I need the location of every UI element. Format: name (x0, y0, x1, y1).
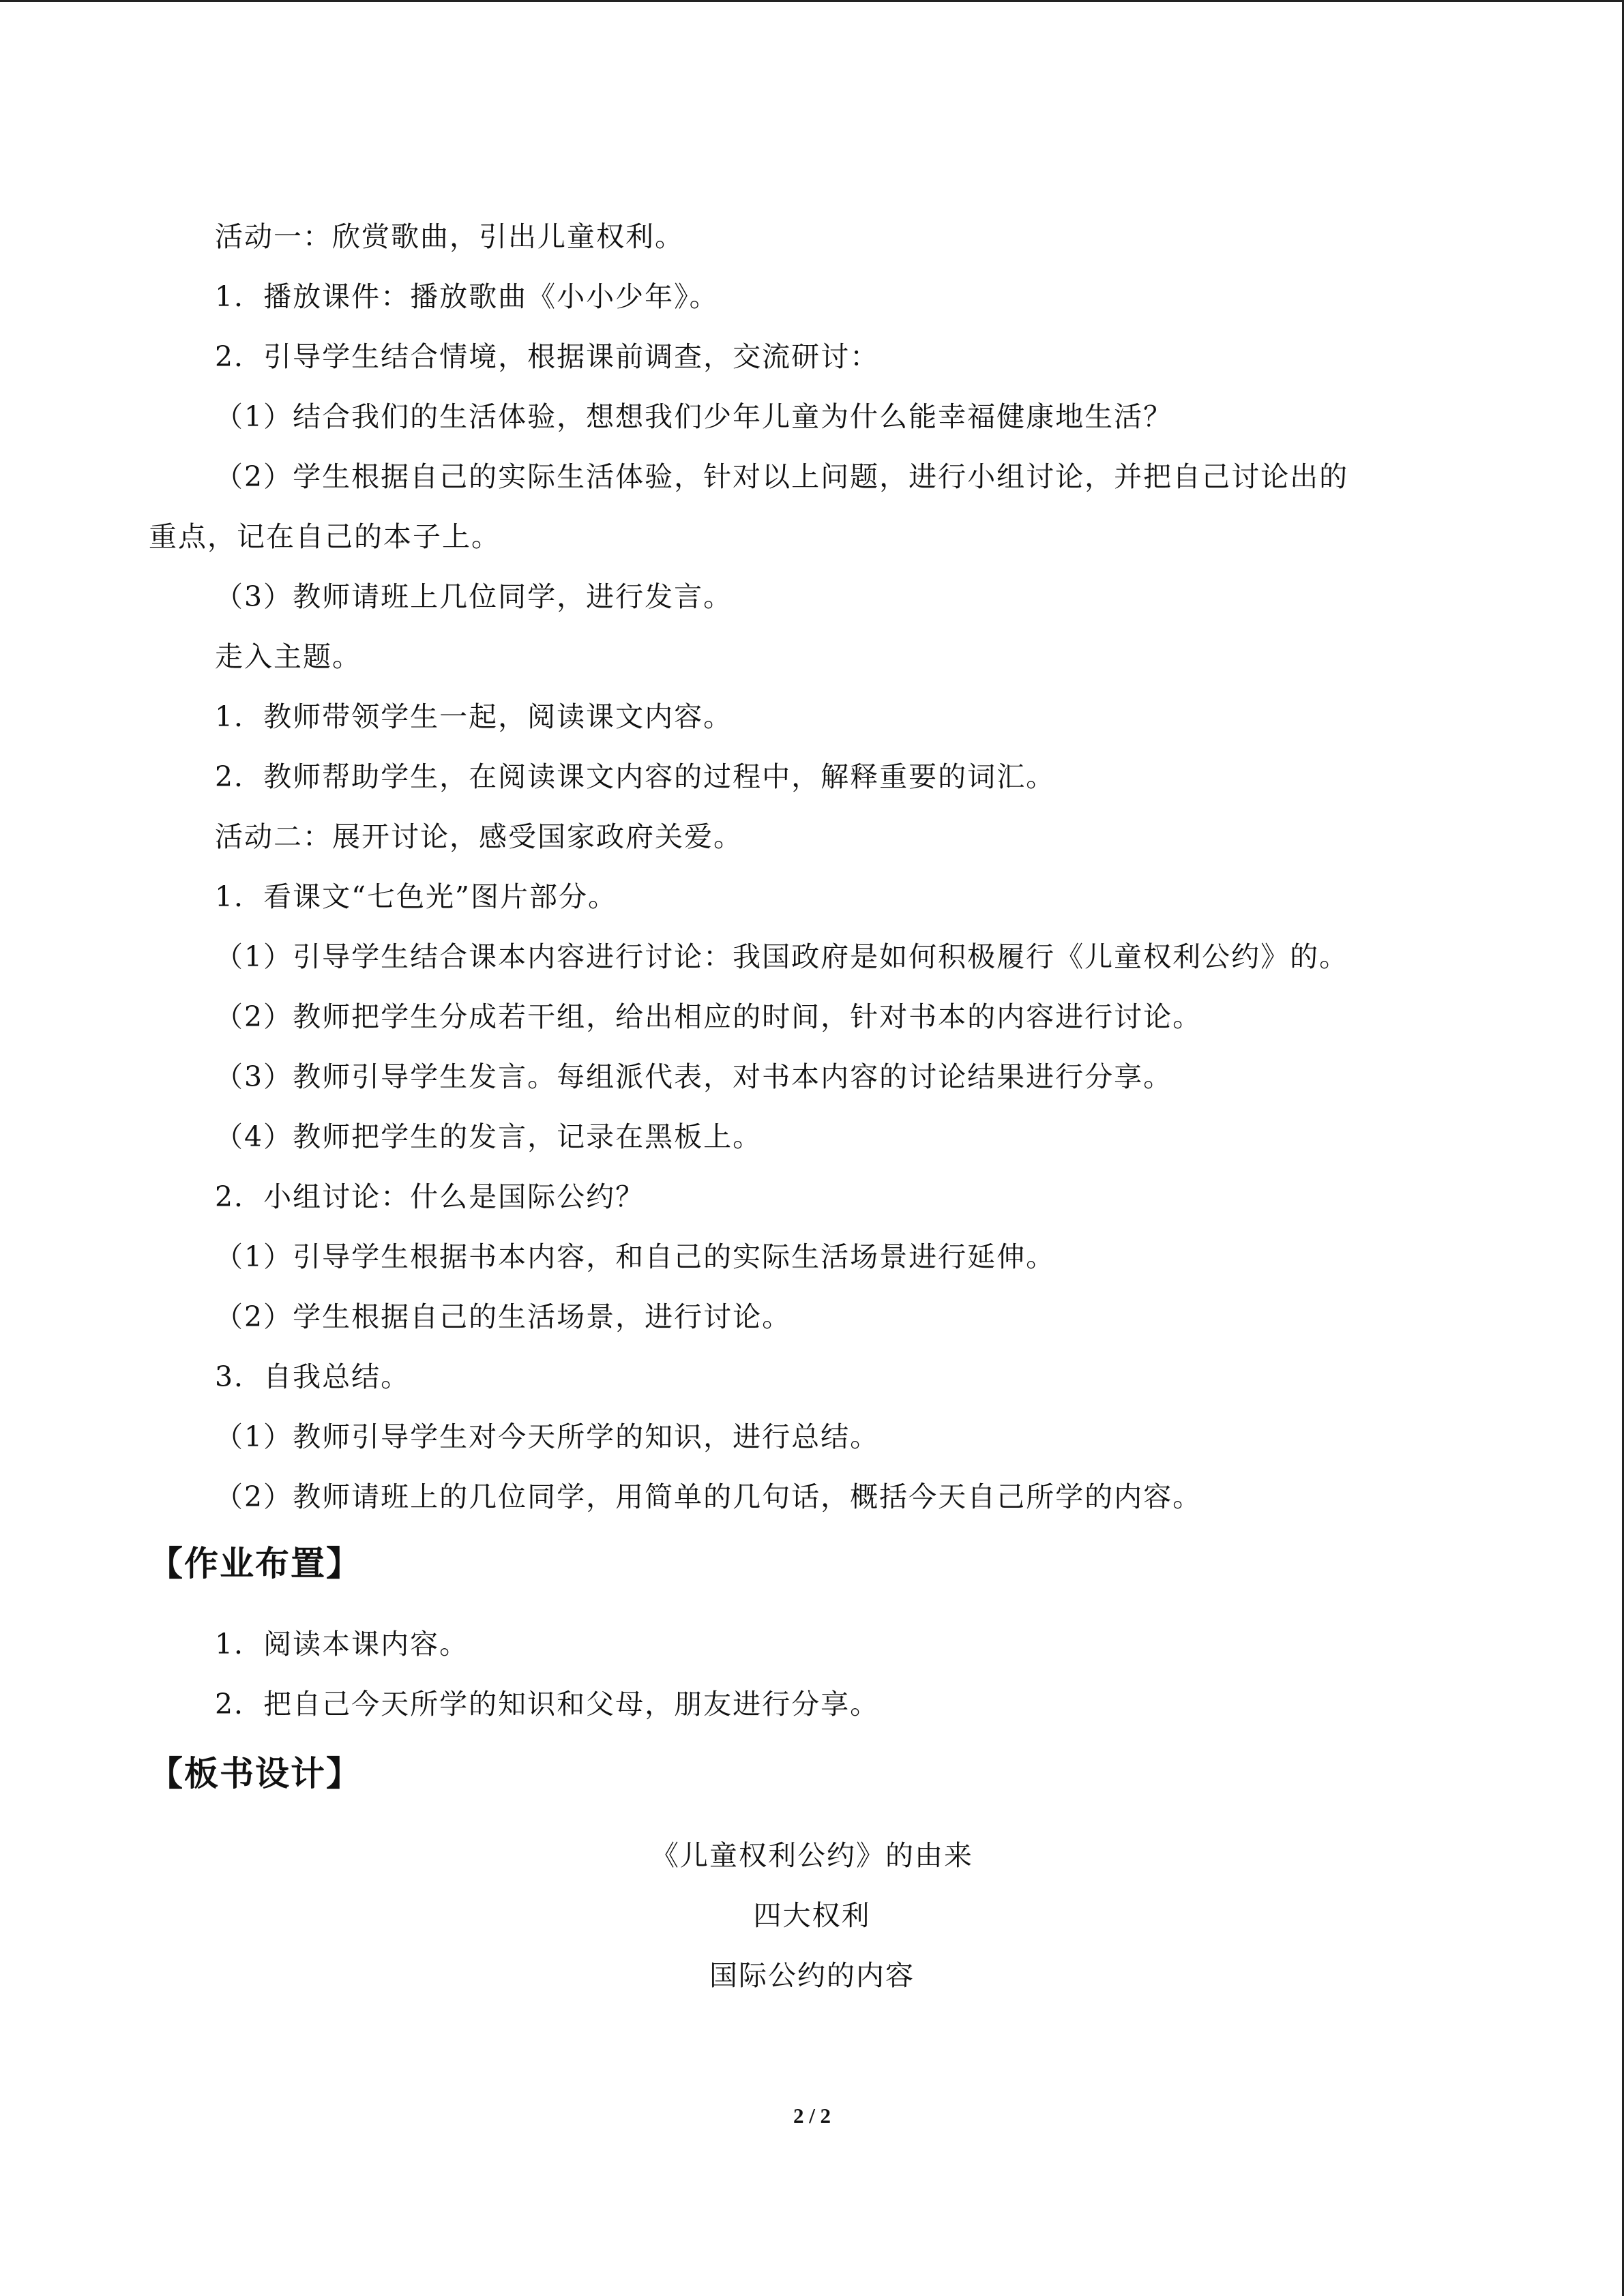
board-line: 四大权利 (753, 1899, 871, 1932)
paragraph-line: 1．播放课件：播放歌曲《小小少年》。 (215, 280, 719, 313)
homework-item: 2．把自己今天所学的知识和父母，朋友进行分享。 (215, 1688, 880, 1720)
activity-one-title: 活动一：欣赏歌曲，引出儿童权利。 (215, 220, 684, 253)
board-line: 国际公约的内容 (709, 1959, 915, 1992)
paragraph-line: （1）引导学生结合课本内容进行讨论：我国政府是如何积极履行《儿童权利公约》的。 (215, 940, 1349, 973)
page-number: 2 / 2 (793, 2104, 831, 2128)
activity-two-title: 活动二：展开讨论，感受国家政府关爱。 (215, 820, 743, 853)
paragraph-line: （2）学生根据自己的生活场景，进行讨论。 (215, 1300, 792, 1333)
paragraph-line: （2）教师请班上的几位同学，用简单的几句话，概括今天自己所学的内容。 (215, 1480, 1202, 1513)
paragraph-line: 3．自我总结。 (215, 1360, 411, 1393)
paragraph-line: （1）引导学生根据书本内容，和自己的实际生活场景进行延伸。 (215, 1240, 1056, 1273)
paragraph-line: 2．引导学生结合情境，根据课前调查，交流研讨： (215, 340, 880, 373)
section-title-enter-topic: 走入主题。 (215, 640, 361, 673)
homework-item: 1．阅读本课内容。 (215, 1628, 469, 1660)
paragraph-line: 1．看课文“七色光”图片部分。 (215, 880, 618, 913)
paragraph-line: （1）结合我们的生活体验，想想我们少年儿童为什么能幸福健康地生活？ (215, 400, 1173, 433)
board-design-heading: 【板书设计】 (149, 1754, 361, 1793)
paragraph-line: 2．教师帮助学生，在阅读课文内容的过程中，解释重要的词汇。 (215, 760, 1056, 793)
paragraph-line: 重点，记在自己的本子上。 (149, 520, 501, 553)
board-line: 《儿童权利公约》的由来 (651, 1839, 973, 1872)
paragraph-line: （3）教师请班上几位同学，进行发言。 (215, 580, 733, 613)
paragraph-line: （2）学生根据自己的实际生活体验，针对以上问题，进行小组讨论，并把自己讨论出的 (215, 460, 1349, 493)
paragraph-line: （1）教师引导学生对今天所学的知识，进行总结。 (215, 1420, 880, 1453)
paragraph-line: 2．小组讨论：什么是国际公约？ (215, 1180, 645, 1213)
paragraph-line: （4）教师把学生的发言，记录在黑板上。 (215, 1120, 763, 1153)
homework-heading: 【作业布置】 (149, 1544, 361, 1583)
paragraph-line: 1．教师带领学生一起，阅读课文内容。 (215, 700, 733, 733)
paragraph-line: （3）教师引导学生发言。每组派代表，对书本内容的讨论结果进行分享。 (215, 1060, 1173, 1093)
paragraph-line: （2）教师把学生分成若干组，给出相应的时间，针对书本的内容进行讨论。 (215, 1000, 1202, 1033)
